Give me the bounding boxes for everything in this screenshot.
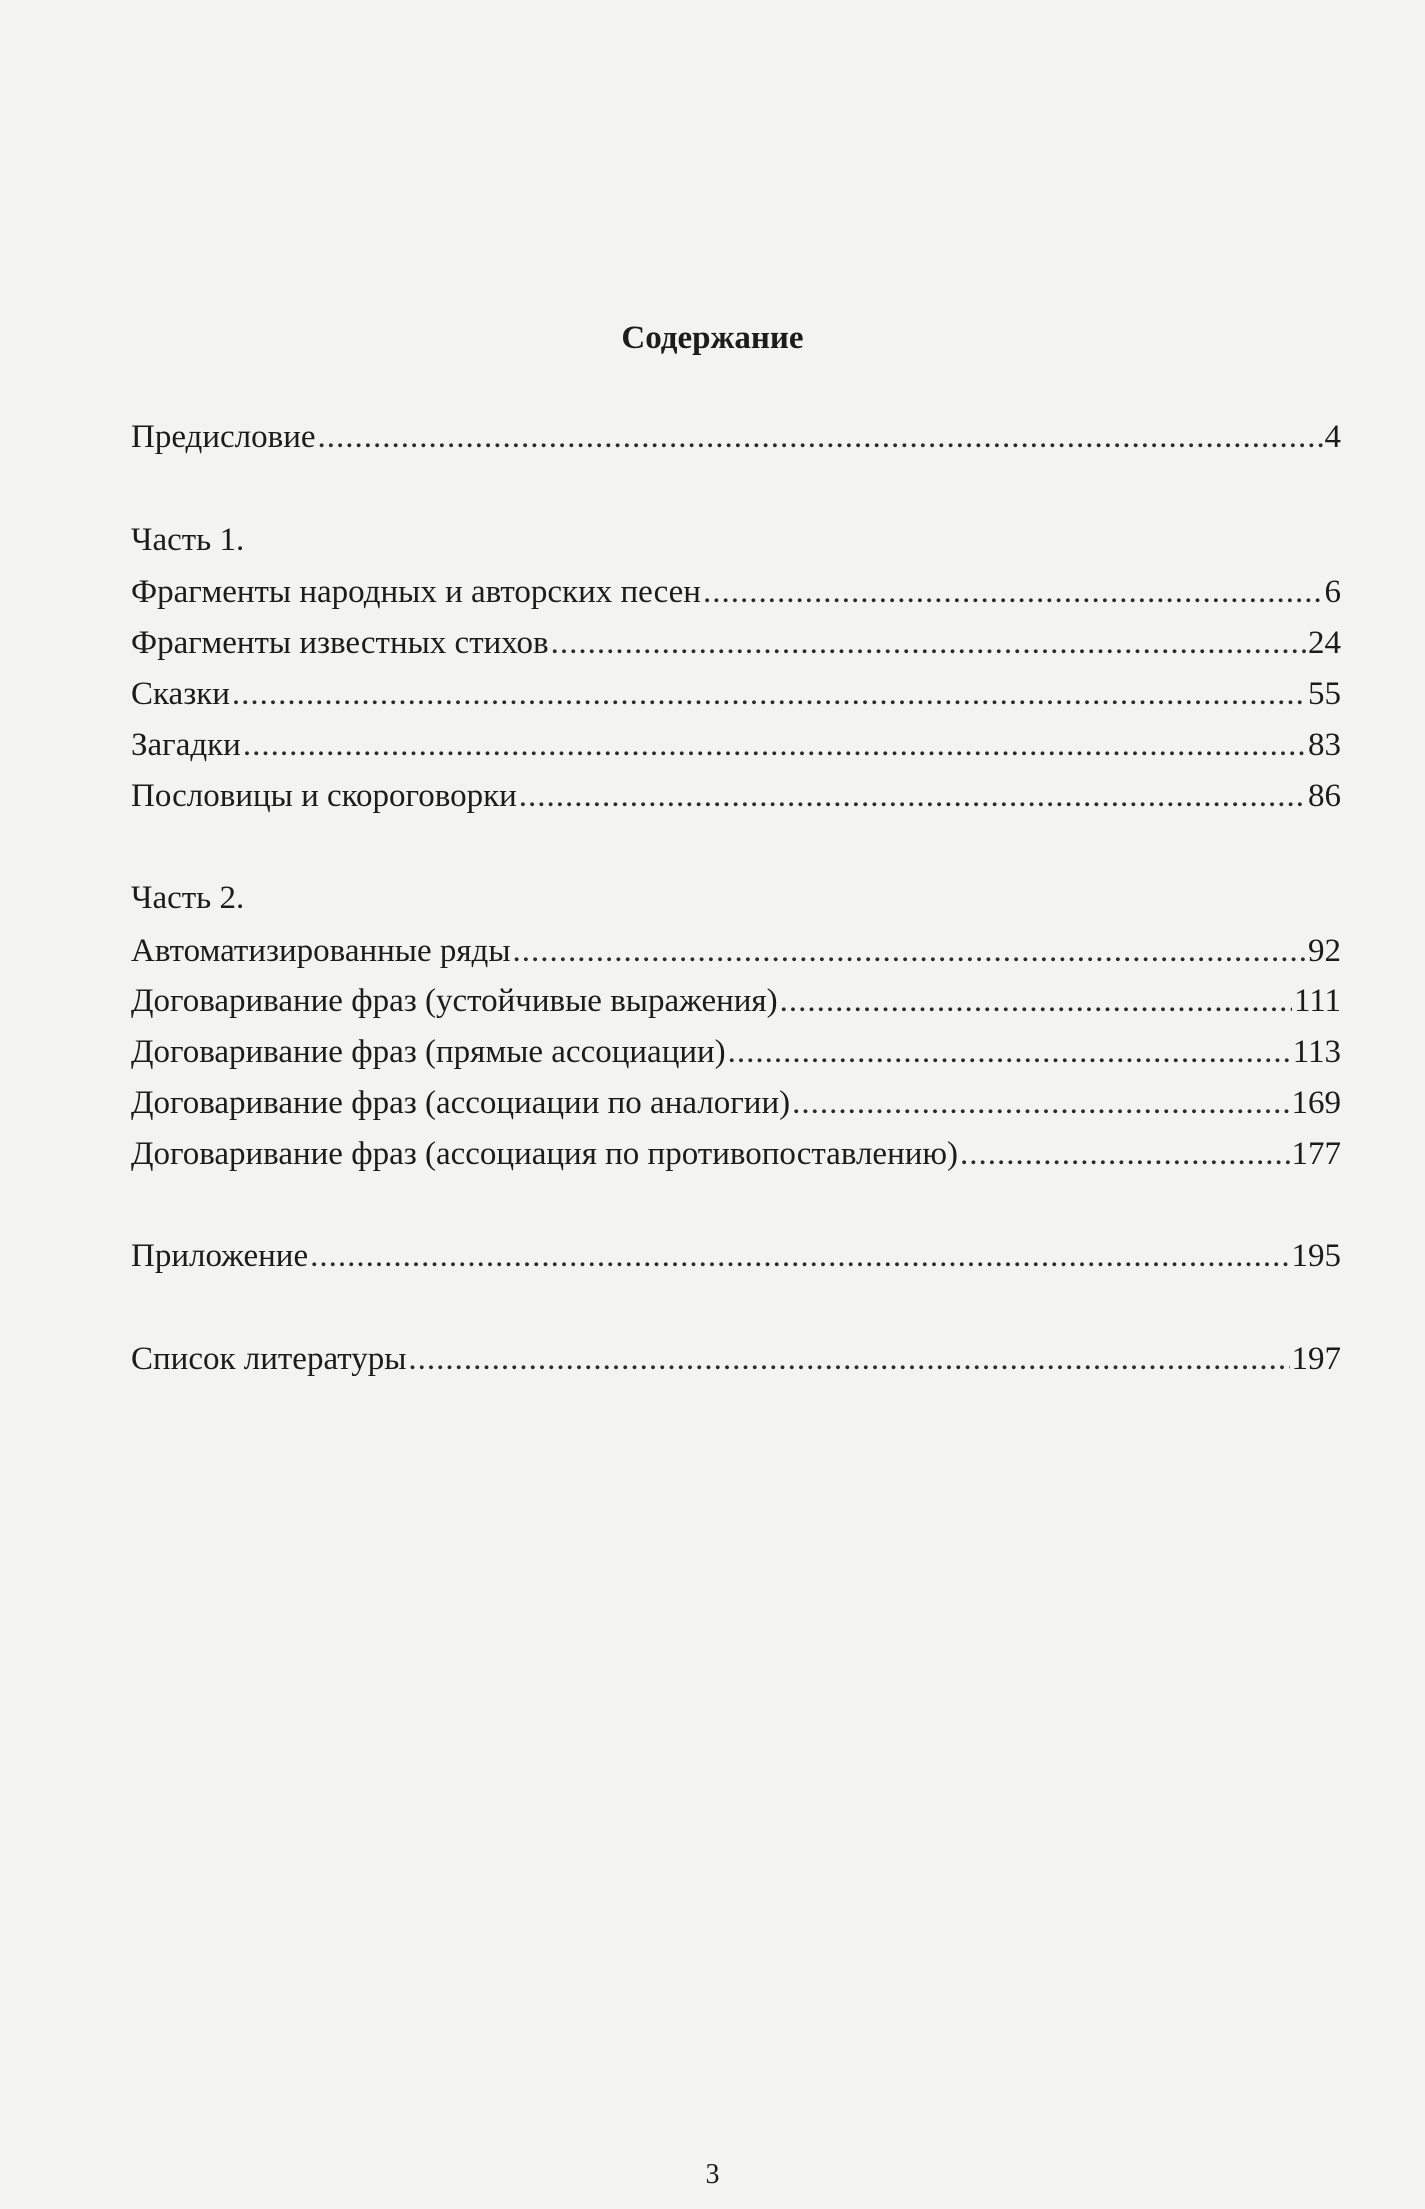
toc-entry-label: Пословицы и скороговорки <box>131 778 517 814</box>
toc-entry-page: 83 <box>1308 727 1341 763</box>
toc-entry <box>131 977 1341 1025</box>
toc-entry-page: 197 <box>1291 1341 1341 1377</box>
dot-leader <box>310 1232 1289 1280</box>
toc-entry-appendix <box>131 1232 1341 1280</box>
dot-leader <box>519 772 1306 820</box>
toc-entry <box>131 619 1341 667</box>
toc-entry-page: 92 <box>1308 933 1341 969</box>
toc-entry <box>131 1079 1341 1127</box>
dot-leader <box>960 1130 1289 1178</box>
toc-entry-page: 195 <box>1291 1238 1341 1274</box>
toc-entry-label: Договаривание фраз (устойчивые выражения) <box>131 983 778 1019</box>
toc-entry-label: Список литературы <box>131 1341 407 1377</box>
dot-leader <box>551 619 1306 667</box>
toc-entry-preface <box>131 413 1341 461</box>
toc-entry-page: 169 <box>1291 1085 1341 1121</box>
toc-entry-page: 177 <box>1291 1136 1341 1172</box>
toc-entry-page: 4 <box>1324 419 1341 455</box>
toc-entry-label: Фрагменты народных и авторских песен <box>131 574 701 610</box>
toc-entry-label: Фрагменты известных стихов <box>131 625 549 661</box>
dot-leader <box>513 927 1307 975</box>
toc-entry-page: 86 <box>1308 778 1341 814</box>
toc-entry-label: Договаривание фраз (ассоциация по противопоставлению) <box>131 1136 959 1172</box>
toc-entry-label: Договаривание фраз (ассоциации по аналогии) <box>131 1085 791 1121</box>
toc-entry-references <box>131 1335 1341 1383</box>
toc-entry-label: Предисловие <box>131 419 316 455</box>
dot-leader <box>318 413 1323 461</box>
toc-entry-label: Автоматизированные ряды <box>131 933 511 969</box>
toc-entry-label: Загадки <box>131 727 241 763</box>
toc-entry <box>131 927 1341 975</box>
toc-entry-page: 111 <box>1293 983 1341 1019</box>
toc-entry-page: 6 <box>1324 574 1341 610</box>
page-title: Содержание <box>621 320 804 356</box>
part-2-heading: Часть 2. <box>131 880 245 916</box>
dot-leader <box>232 670 1306 718</box>
toc-entry <box>131 721 1341 769</box>
toc-entry <box>131 670 1341 718</box>
toc-entry-label: Приложение <box>131 1238 309 1274</box>
part-1-heading: Часть 1. <box>131 522 245 558</box>
toc-entry <box>131 568 1341 616</box>
dot-leader <box>243 721 1306 769</box>
dot-leader <box>728 1028 1291 1076</box>
dot-leader <box>780 977 1292 1025</box>
toc-entry <box>131 1028 1341 1076</box>
toc-entry-page: 113 <box>1292 1034 1341 1070</box>
toc-entry-page: 24 <box>1308 625 1341 661</box>
dot-leader <box>792 1079 1289 1127</box>
toc-entry-page: 55 <box>1308 676 1341 712</box>
toc-entry <box>131 1130 1341 1178</box>
toc-entry <box>131 772 1341 820</box>
toc-entry-label: Сказки <box>131 676 230 712</box>
page-number: 3 <box>705 2159 720 2190</box>
toc-entry-label: Договаривание фраз (прямые ассоциации) <box>131 1034 726 1070</box>
dot-leader <box>703 568 1323 616</box>
dot-leader <box>408 1335 1289 1383</box>
